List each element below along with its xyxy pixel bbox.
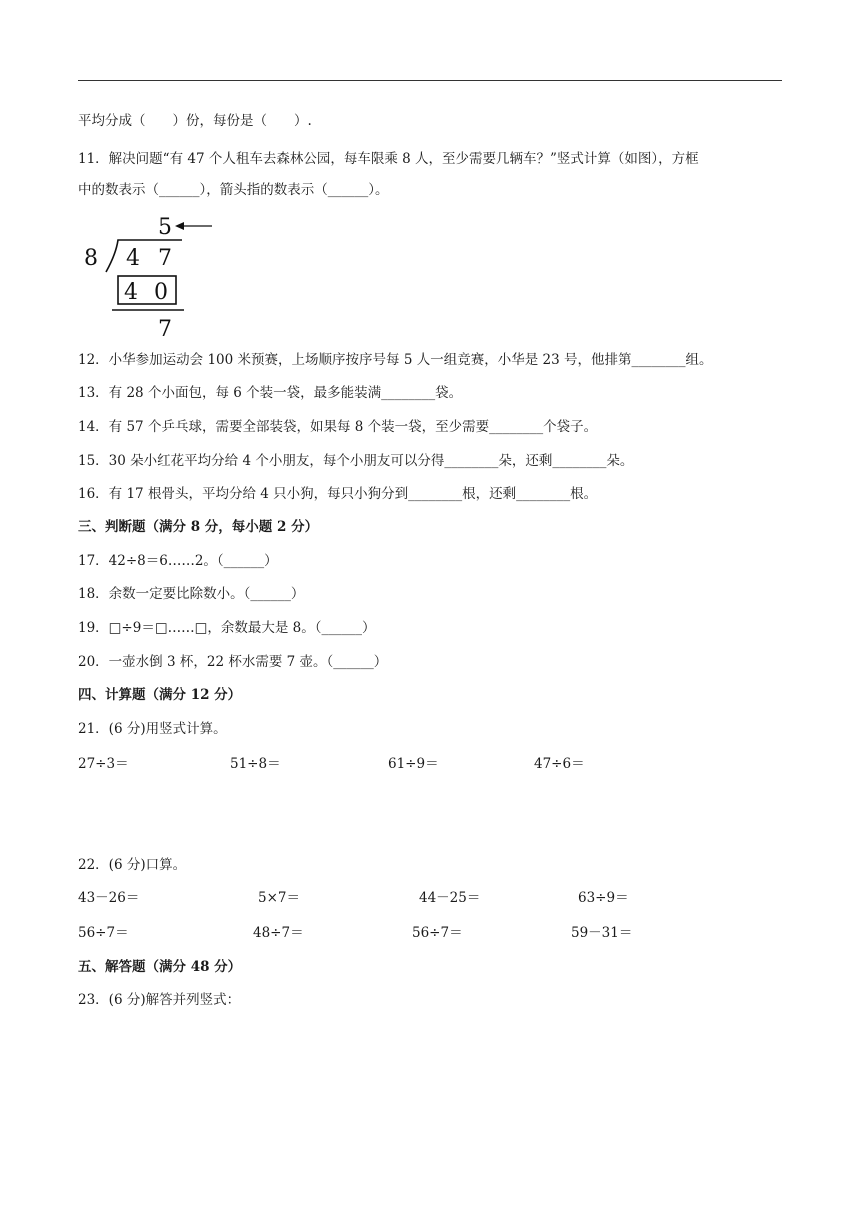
q22-row2-item-4: 59－31＝	[571, 925, 633, 941]
product-digit-tens: 4	[124, 280, 138, 305]
arrow-head-icon	[175, 222, 184, 230]
header-rule	[78, 80, 782, 81]
long-division-figure	[78, 210, 228, 345]
divisor-digit: 8	[84, 246, 98, 271]
q22-row1-item-3: 44－25＝	[419, 890, 481, 906]
question-22-title: 22．(6 分)口算。	[78, 857, 187, 873]
question-18: 18．余数一定要比除数小。（______）	[78, 586, 305, 602]
q21-item-3: 61÷9＝	[388, 756, 439, 772]
dividend-digit-tens: 4	[126, 246, 140, 271]
q22-row1-item-2: 5×7＝	[258, 890, 300, 906]
dividend-digit-ones: 7	[158, 246, 172, 271]
quotient-digit: 5	[158, 215, 172, 240]
question-13: 13．有 28 个小面包，每 6 个装一袋，最多能装满________袋。	[78, 385, 463, 401]
question-10-continued: 平均分成（ ）份，每份是（ ）.	[78, 113, 312, 129]
q22-row1-item-1: 43－26＝	[78, 890, 140, 906]
question-14: 14．有 57 个乒乓球，需要全部装袋，如果每 8 个装一袋，至少需要________个袋子。	[78, 419, 598, 435]
question-20: 20．一壶水倒 3 杯，22 杯水需要 7 壶。（______）	[78, 654, 388, 670]
q21-item-1: 27÷3＝	[78, 756, 129, 772]
q22-row2-item-1: 56÷7＝	[78, 925, 129, 941]
question-21-title: 21．(6 分)用竖式计算。	[78, 721, 227, 737]
q22-row1-item-4: 63÷9＝	[578, 890, 629, 906]
section-5-heading: 五、解答题（满分 48 分）	[78, 959, 242, 975]
question-11-line1: 11．解决问题“有 47 个人租车去森林公园，每车限乘 8 人，至少需要几辆车？”竖式计算（如图），方框	[78, 151, 699, 167]
q21-item-4: 47÷6＝	[534, 756, 585, 772]
section-4-heading: 四、计算题（满分 12 分）	[78, 687, 242, 703]
product-digit-ones: 0	[154, 280, 168, 305]
question-15: 15．30 朵小红花平均分给 4 个小朋友，每个小朋友可以分得________朵，还剩________朵。	[78, 453, 634, 469]
remainder-digit: 7	[158, 317, 172, 342]
q22-row2-item-3: 56÷7＝	[412, 925, 463, 941]
question-17: 17．42÷8＝6……2。（______）	[78, 553, 278, 569]
question-23: 23．(6 分)解答并列竖式：	[78, 992, 241, 1008]
q22-row2-item-2: 48÷7＝	[253, 925, 304, 941]
question-11-line2: 中的数表示（______），箭头指的数表示（______）。	[78, 182, 389, 198]
question-19: 19．□÷9＝□……□，余数最大是 8。（______）	[78, 620, 376, 636]
section-3-heading: 三、判断题（满分 8 分，每小题 2 分）	[78, 519, 319, 535]
question-16: 16．有 17 根骨头，平均分给 4 只小狗，每只小狗分到________根，还剩________根。	[78, 486, 598, 502]
q21-item-2: 51÷8＝	[230, 756, 281, 772]
question-12: 12．小华参加运动会 100 米预赛，上场顺序按序号每 5 人一组竞赛，小华是 23 号，他排第________组。	[78, 352, 713, 368]
